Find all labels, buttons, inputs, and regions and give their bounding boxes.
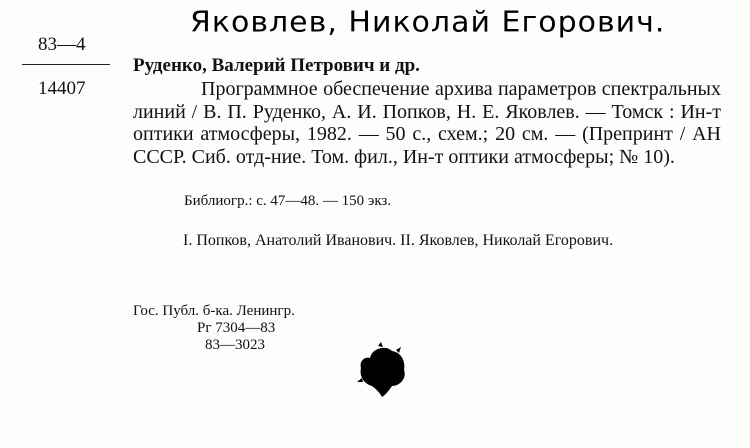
classification-number: 83—4: [38, 34, 86, 55]
handwritten-author-name: Яковлев, Николай Егорович.: [190, 6, 666, 40]
card-number: 14407: [38, 78, 86, 99]
classification-divider: [22, 64, 110, 65]
library-code: Рг 7304—83: [197, 320, 276, 336]
added-entries: I. Попков, Анатолий Иванович. II. Яковлев, Николай Егорович.: [183, 232, 614, 249]
bibliography-note: Библиогр.: с. 47—48. — 150 экз.: [184, 193, 392, 209]
punch-hole-icon: [356, 342, 408, 398]
library-order-number: 83—3023: [205, 337, 265, 353]
library-name: Гос. Публ. б-ка. Ленингр.: [133, 303, 295, 319]
author-heading: Руденко, Валерий Петрович и др.: [133, 55, 420, 76]
library-info: [133, 303, 295, 354]
bibliographic-description: Программное обеспечение архива параметров спектральных линий / В. П. Руденко, А. И. Попков, Н. Е. Яковлев. — Томск : Ин-т оптики атмосферы, 1982. — 50 с., схем.; 20 см. — (Препринт / АН СССР. Сиб. отд-ние. Том. фил., Ин-т оптики атмосферы; № 10).: [133, 78, 721, 168]
